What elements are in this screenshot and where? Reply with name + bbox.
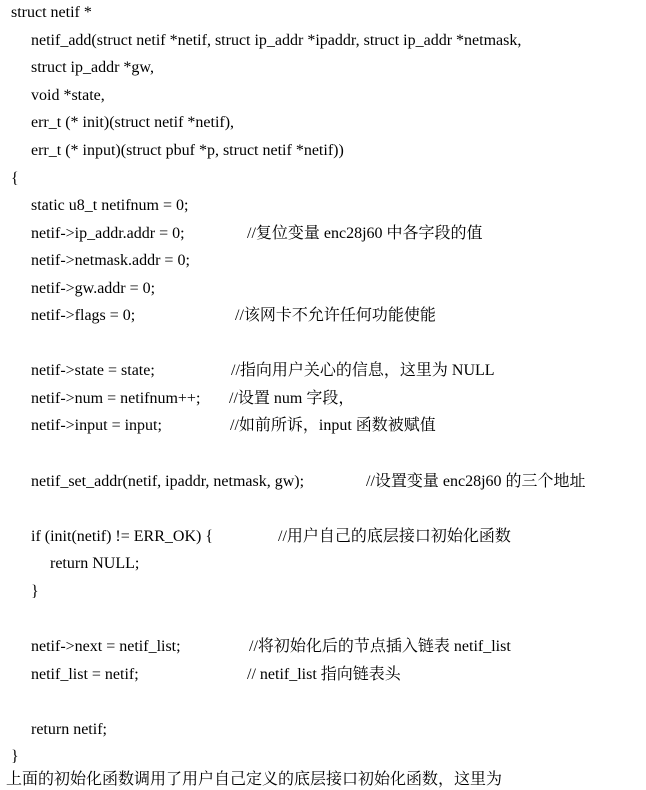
code-line (31, 224, 631, 244)
code-line (31, 472, 641, 492)
partial-paragraph (0, 760, 646, 788)
code-comment: //设置变量 enc28j60 的三个地址 (366, 473, 586, 490)
code-line: struct netif * (11, 4, 92, 21)
code-comment: //复位变量 enc28j60 中各字段的值 (247, 225, 483, 242)
code-line (31, 416, 631, 436)
code-line (31, 306, 631, 326)
code-line: static u8_t netifnum = 0; (31, 197, 189, 214)
code-line: return netif; (31, 721, 107, 738)
code-line: netif->netmask.addr = 0; (31, 252, 190, 269)
code-comment: //指向用户关心的信息，这里为 NULL (231, 362, 495, 379)
code-line: void *state, (31, 87, 105, 104)
code-comment: // netif_list 指向链表头 (247, 666, 401, 683)
code-line: return NULL; (50, 555, 140, 572)
code-comment: //用户自己的底层接口初始化函数 (278, 528, 511, 545)
code-statement: netif->num = netifnum++; (31, 390, 201, 407)
code-comment: //该网卡不允许任何功能使能 (235, 307, 436, 324)
code-line: } (31, 583, 39, 600)
code-statement: netif->ip_addr.addr = 0; (31, 225, 185, 242)
code-line (31, 361, 631, 381)
code-statement: netif_list = netif; (31, 666, 139, 683)
code-line (31, 389, 631, 409)
code-statement: netif_set_addr(netif, ipaddr, netmask, gw); (31, 473, 305, 490)
code-statement: netif->input = input; (31, 417, 162, 434)
code-line: } (11, 748, 19, 765)
code-statement: netif->flags = 0; (31, 307, 136, 324)
code-line: netif->gw.addr = 0; (31, 280, 156, 297)
code-line: err_t (* init)(struct netif *netif), (31, 114, 235, 131)
code-line: { (11, 170, 19, 187)
code-statement: netif->state = state; (31, 362, 155, 379)
code-line: err_t (* input)(struct pbuf *p, struct netif *netif)) (31, 142, 344, 159)
code-comment: //将初始化后的节点插入链表 netif_list (249, 638, 511, 655)
code-line: struct ip_addr *gw, (31, 59, 154, 76)
code-line: netif_add(struct netif *netif, struct ip_addr *ipaddr, struct ip_addr *netmask, (31, 32, 522, 49)
code-statement: if (init(netif) != ERR_OK) { (31, 528, 213, 545)
code-line (31, 527, 631, 547)
code-statement: netif->next = netif_list; (31, 638, 181, 655)
code-line (31, 637, 631, 657)
code-comment: //设置 num 字段， (229, 390, 355, 407)
code-line (31, 665, 631, 685)
code-comment: //如前所诉，input 函数被赋值 (230, 417, 436, 434)
paragraph-text: 上面的初始化函数调用了用户自己定义的底层接口初始化函数，这里为 (6, 771, 503, 788)
